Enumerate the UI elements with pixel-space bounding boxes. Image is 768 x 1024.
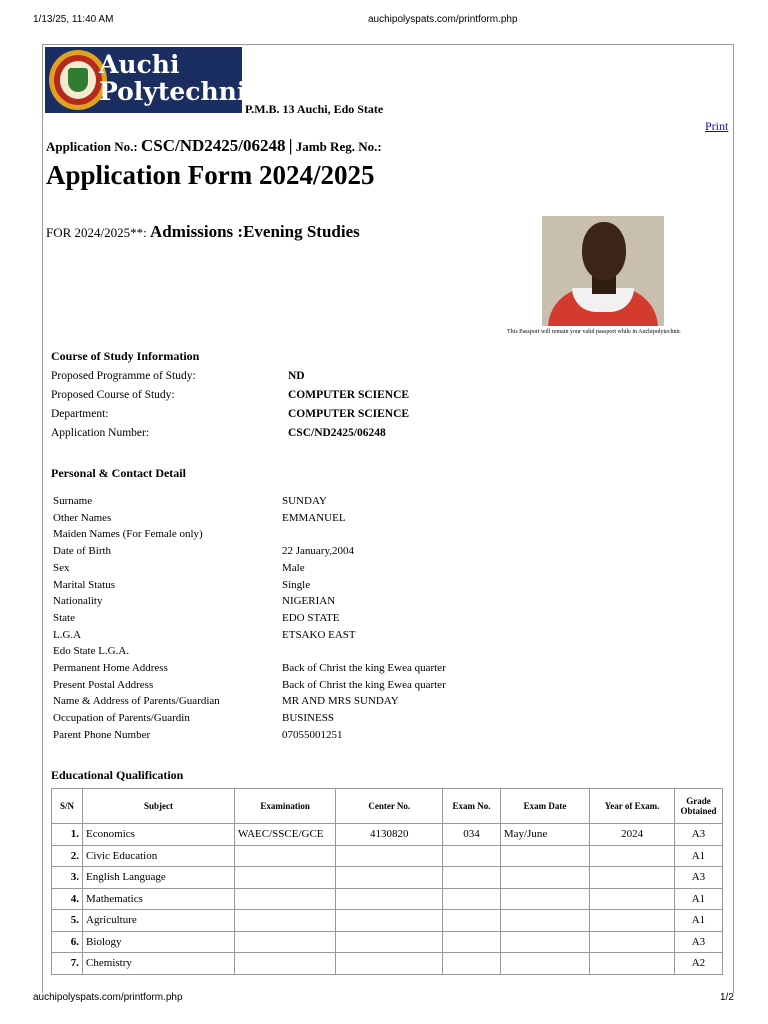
table-cell: Economics	[83, 824, 235, 846]
application-number-line	[46, 136, 382, 156]
column-header: Exam Date	[500, 789, 589, 824]
page-number: 1/2	[720, 992, 734, 1003]
personal-value: EDO STATE	[282, 611, 340, 624]
personal-label: Name & Address of Parents/Guardian	[53, 695, 220, 708]
table-cell: A1	[674, 910, 722, 932]
table-cell	[443, 931, 501, 953]
table-cell	[336, 845, 443, 867]
course-label: Application Number:	[51, 427, 150, 439]
table-row	[52, 910, 723, 932]
institution-address: P.M.B. 13 Auchi, Edo State	[245, 102, 384, 116]
table-row	[52, 953, 723, 975]
table-cell	[336, 953, 443, 975]
personal-label: Date of Birth	[53, 545, 112, 558]
column-header: S/N	[52, 789, 83, 824]
table-cell: 4130820	[336, 824, 443, 846]
personal-value: MR AND MRS SUNDAY	[282, 695, 399, 708]
app-no-label: Application No.:	[46, 139, 138, 154]
table-cell: A3	[674, 931, 722, 953]
column-header: Grade Obtained	[674, 789, 722, 824]
table-cell: Civic Education	[83, 845, 235, 867]
table-cell	[234, 953, 335, 975]
table-cell	[234, 888, 335, 910]
table-cell	[590, 953, 675, 975]
personal-label: Marital Status	[53, 578, 116, 591]
table-cell	[336, 910, 443, 932]
personal-value: Male	[282, 561, 305, 574]
personal-label: Present Postal Address	[53, 678, 154, 691]
jamb-label: Jamb Reg. No.:	[295, 139, 382, 154]
course-value: CSC/ND2425/06248	[288, 427, 386, 439]
table-cell: A3	[674, 867, 722, 889]
personal-label: Other Names	[53, 511, 112, 524]
personal-value: ETSAKO EAST	[282, 628, 356, 641]
course-value: COMPUTER SCIENCE	[288, 408, 410, 420]
table-cell	[336, 931, 443, 953]
logo-line1: Auchi	[99, 50, 180, 79]
table-cell: A2	[674, 953, 722, 975]
page-title: Application Form 2024/2025	[46, 160, 375, 190]
logo-text	[99, 51, 262, 105]
course-label: Proposed Programme of Study:	[51, 370, 196, 382]
table-cell	[590, 931, 675, 953]
table-cell: Mathematics	[83, 888, 235, 910]
table-row	[52, 931, 723, 953]
table-cell: 6.	[52, 931, 83, 953]
table-cell	[500, 867, 589, 889]
education-section-heading: Educational Qualification	[51, 768, 184, 782]
table-cell	[443, 845, 501, 867]
table-cell	[336, 867, 443, 889]
table-cell: 2024	[590, 824, 675, 846]
table-cell	[500, 931, 589, 953]
column-header: Center No.	[336, 789, 443, 824]
table-row	[52, 888, 723, 910]
table-cell	[500, 888, 589, 910]
course-value: ND	[288, 370, 305, 382]
personal-value: Back of Christ the king Ewea quarter	[282, 678, 446, 691]
table-cell: Chemistry	[83, 953, 235, 975]
institution-logo	[45, 47, 262, 113]
for-value: Admissions :Evening Studies	[150, 222, 360, 241]
table-row	[52, 824, 723, 846]
column-header: Subject	[83, 789, 235, 824]
table-cell	[443, 888, 501, 910]
personal-label: Surname	[53, 495, 93, 507]
personal-value: 07055001251	[282, 728, 343, 741]
table-cell: A1	[674, 845, 722, 867]
personal-value: Single	[282, 578, 311, 591]
personal-label: Edo State L.G.A.	[53, 645, 130, 658]
table-cell: 034	[443, 824, 501, 846]
table-cell: English Language	[83, 867, 235, 889]
column-header: Year of Exam.	[590, 789, 675, 824]
print-datetime: 1/13/25, 11:40 AM	[33, 14, 114, 25]
personal-value: SUNDAY	[282, 495, 327, 507]
admission-type-line	[46, 222, 360, 242]
separator: |	[288, 136, 293, 155]
personal-label: Maiden Names (For Female only)	[53, 528, 203, 541]
table-cell: Agriculture	[83, 910, 235, 932]
course-label: Proposed Course of Study:	[51, 389, 175, 401]
course-section-heading: Course of Study Information	[51, 349, 200, 363]
table-row	[52, 867, 723, 889]
table-cell	[590, 888, 675, 910]
footer-url: auchipolyspats.com/printform.php	[33, 992, 183, 1003]
personal-label: Parent Phone Number	[53, 728, 151, 741]
table-cell	[590, 867, 675, 889]
personal-section-heading: Personal & Contact Detail	[51, 466, 186, 480]
table-cell	[590, 845, 675, 867]
personal-value: 22 January,2004	[282, 545, 354, 558]
table-cell	[234, 867, 335, 889]
table-cell	[500, 910, 589, 932]
personal-value: EMMANUEL	[282, 511, 346, 524]
personal-label: Occupation of Parents/Guardin	[53, 712, 190, 725]
table-cell	[234, 845, 335, 867]
personal-label: Permanent Home Address	[53, 662, 168, 674]
table-cell: A1	[674, 888, 722, 910]
table-cell	[500, 845, 589, 867]
for-label: FOR 2024/2025**:	[46, 225, 147, 240]
table-cell: 2.	[52, 845, 83, 867]
personal-value: NIGERIAN	[282, 595, 336, 608]
education-table	[51, 788, 723, 975]
personal-value: Back of Christ the king Ewea quarter	[282, 662, 446, 674]
app-no-value: CSC/ND2425/06248	[140, 136, 286, 155]
table-cell: WAEC/SSCE/GCE	[234, 824, 335, 846]
table-cell	[234, 931, 335, 953]
table-cell	[336, 888, 443, 910]
personal-label: L.G.A	[53, 628, 82, 641]
table-cell	[443, 953, 501, 975]
course-label: Department:	[51, 408, 109, 420]
course-value: COMPUTER SCIENCE	[288, 389, 410, 401]
table-cell	[443, 910, 501, 932]
personal-label: Nationality	[53, 595, 103, 608]
personal-label: Sex	[53, 561, 70, 574]
logo-line2: Polytechnic	[99, 77, 262, 106]
table-cell	[590, 910, 675, 932]
table-cell: A3	[674, 824, 722, 846]
personal-label: State	[53, 611, 75, 624]
table-cell: 3.	[52, 867, 83, 889]
table-row	[52, 845, 723, 867]
passport-photo	[542, 216, 664, 326]
print-url: auchipolyspats.com/printform.php	[368, 14, 518, 25]
table-cell: 7.	[52, 953, 83, 975]
table-cell	[443, 867, 501, 889]
personal-value: BUSINESS	[282, 712, 334, 725]
column-header: Exam No.	[443, 789, 501, 824]
table-cell: 1.	[52, 824, 83, 846]
table-cell: 5.	[52, 910, 83, 932]
passport-note: This Passport will remain your valid passport while in Auchipolytechnic	[507, 329, 681, 335]
table-cell	[500, 953, 589, 975]
table-cell: Biology	[83, 931, 235, 953]
table-cell	[234, 910, 335, 932]
table-cell: May/June	[500, 824, 589, 846]
print-link[interactable]: Print	[705, 119, 729, 133]
table-cell: 4.	[52, 888, 83, 910]
column-header: Examination	[234, 789, 335, 824]
